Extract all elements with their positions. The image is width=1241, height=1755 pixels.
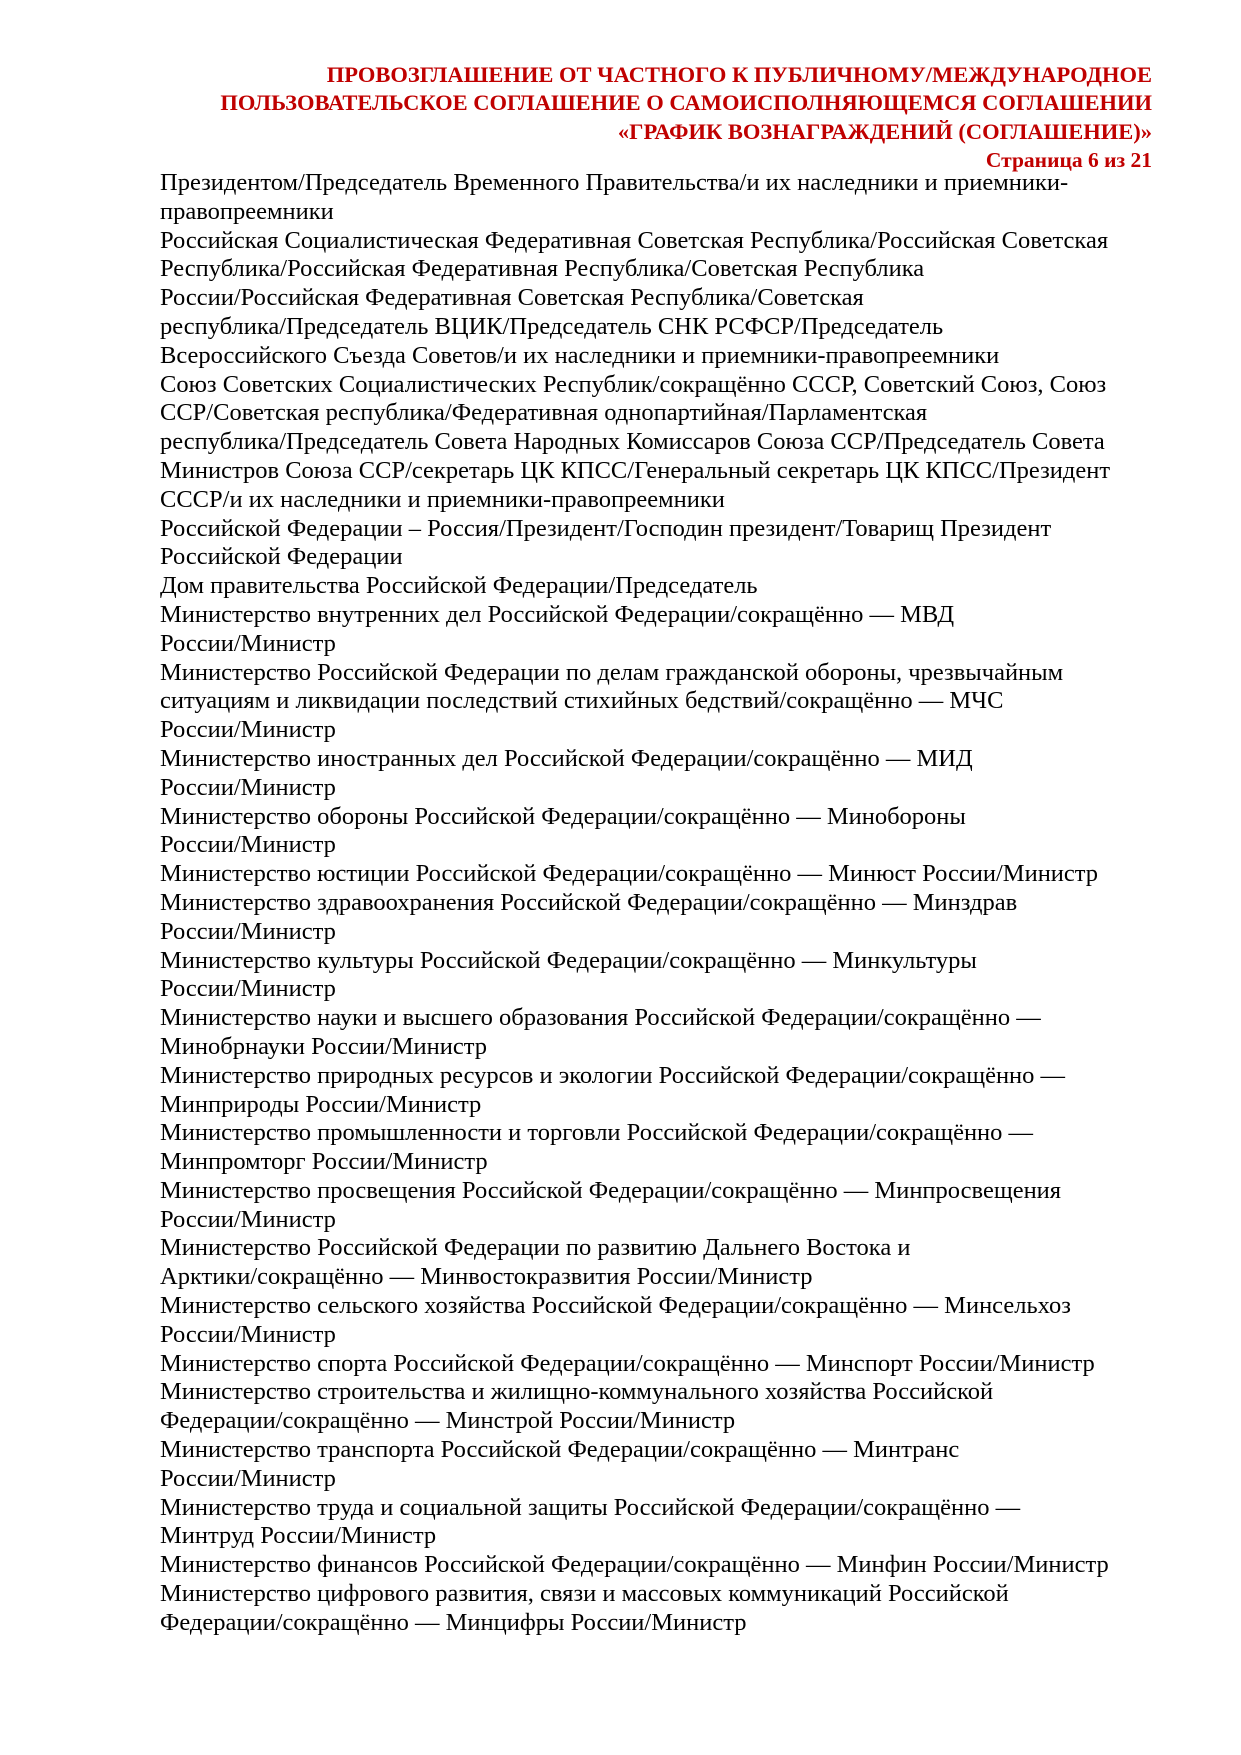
body-line: Министерство здравоохранения Российской Федерации/сокращённо — Минздрав — [160, 888, 1018, 916]
body-line: Министерство юстиции Российской Федерации/сокращённо — Минюст России/Министр — [160, 860, 1099, 888]
body-line: Федерации/сокращённо — Минстрой России/Министр — [160, 1407, 736, 1435]
body-line: Министерство сельского хозяйства Российской Федерации/сокращённо — Минсельхоз — [160, 1292, 1071, 1320]
body-line: Российской Федерации – Россия/Президент/Господин президент/Товарищ Президент — [160, 514, 1052, 542]
body-line: Арктики/сокращённо — Минвостокразвития России/Министр — [160, 1263, 813, 1291]
body-line: ССР/Советская республика/Федеративная однопартийная/Парламентская — [160, 399, 928, 427]
body-line: Министерство Российской Федерации по делам гражданской обороны, чрезвычайным — [160, 658, 1064, 686]
document-body-text — [160, 169, 1213, 1638]
body-line: Министерство цифрового развития, связи и массовых коммуникаций Российской — [160, 1580, 1009, 1608]
body-line: Минобрнауки России/Министр — [160, 1032, 488, 1060]
body-line: ситуациям и ликвидации последствий стихийных бедствий/сокращённо — МЧС — [160, 687, 1004, 715]
body-line: Министерство промышленности и торговли Российской Федерации/сокращённо — — [160, 1119, 1034, 1147]
body-line: Дом правительства Российской Федерации/Председатель — [160, 572, 758, 600]
body-line: республика/Председатель ВЦИК/Председатель СНК РСФСР/Председатель — [160, 312, 944, 340]
body-line: Министерство просвещения Российской Федерации/сокращённо — Минпросвещения — [160, 1176, 1062, 1204]
document-header — [160, 61, 1152, 175]
document-title-line-1: ПРОВОЗГЛАШЕНИЕ ОТ ЧАСТНОГО К ПУБЛИЧНОМУ/МЕЖДУНАРОДНОЕ — [326, 62, 1152, 87]
body-line: Российской Федерации — [160, 543, 403, 571]
body-line: Министерство обороны Российской Федерации/сокращённо — Минобороны — [160, 802, 966, 830]
body-line: Федерации/сокращённо — Минцифры России/Министр — [160, 1608, 747, 1636]
body-line: России/Министр — [160, 1464, 336, 1492]
body-line: Министерство Российской Федерации по развитию Дальнего Востока и — [160, 1234, 911, 1262]
body-line: России/Министр — [160, 773, 336, 801]
body-line: Министерство строительства и жилищно-коммунального хозяйства Российской — [160, 1378, 994, 1406]
body-line: Министерство науки и высшего образования Российской Федерации/сокращённо — — [160, 1004, 1041, 1032]
body-line: Министерство иностранных дел Российской Федерации/сокращённо — МИД — [160, 744, 973, 772]
body-line: Российская Социалистическая Федеративная Советская Республика/Российская Советская — [160, 226, 1109, 254]
body-line: Министерство спорта Российской Федерации/сокращённо — Минспорт России/Министр — [160, 1349, 1095, 1377]
body-line: Союз Советских Социалистических Республик/сокращённо СССР, Советский Союз, Союз — [160, 370, 1107, 398]
body-line: России/Министр — [160, 1320, 336, 1348]
body-line: Министерство культуры Российской Федерации/сокращённо — Минкультуры — [160, 946, 977, 974]
body-line: России/Министр — [160, 1205, 336, 1233]
body-line: Министерство внутренних дел Российской Федерации/сокращённо — МВД — [160, 600, 955, 628]
document-title-line-2: ПОЛЬЗОВАТЕЛЬСКОЕ СОГЛАШЕНИЕ О САМОИСПОЛНЯЮЩЕМСЯ СОГЛАШЕНИИ — [220, 90, 1152, 116]
body-line: России/Министр — [160, 831, 336, 859]
document-title-line-3: «ГРАФИК ВОЗНАГРАЖДЕНИЙ (СОГЛАШЕНИЕ)» — [617, 118, 1152, 144]
body-line: Всероссийского Съезда Советов/и их наследники и приемники-правопреемники — [160, 341, 1000, 369]
body-line: СССР/и их наследники и приемники-правопреемники — [160, 485, 725, 513]
body-line: Министерство труда и социальной защиты Российской Федерации/сокращённо — — [160, 1493, 1021, 1521]
body-line: Минприроды России/Министр — [160, 1090, 482, 1118]
body-line: Минтруд России/Министр — [160, 1522, 437, 1550]
body-line: России/Министр — [160, 716, 336, 744]
body-line: Министерство транспорта Российской Федерации/сокращённо — Минтранс — [160, 1436, 960, 1464]
body-line: России/Российская Федеративная Советская Республика/Советская — [160, 284, 864, 312]
body-line: России/Министр — [160, 975, 336, 1003]
page-number: Страница 6 из 21 — [985, 148, 1152, 173]
body-line: Республика/Российская Федеративная Республика/Советская Республика — [160, 255, 925, 283]
body-line: России/Министр — [160, 629, 336, 657]
body-line: правопреемники — [160, 197, 334, 225]
body-line: Министерство природных ресурсов и экологии Российской Федерации/сокращённо — — [160, 1061, 1066, 1089]
body-line: Президентом/Председатель Временного Правительства/и их наследники и приемники- — [160, 169, 1069, 196]
body-line: Минпромторг России/Министр — [160, 1148, 488, 1176]
body-line: республика/Председатель Совета Народных Комиссаров Союза ССР/Председатель Совета — [160, 428, 1105, 456]
body-line: Министерство финансов Российской Федерации/сокращённо — Минфин России/Министр — [160, 1551, 1109, 1579]
body-line: России/Министр — [160, 917, 336, 945]
body-line: Министров Союза ССР/секретарь ЦК КПСС/Генеральный секретарь ЦК КПСС/Президент — [160, 456, 1111, 484]
